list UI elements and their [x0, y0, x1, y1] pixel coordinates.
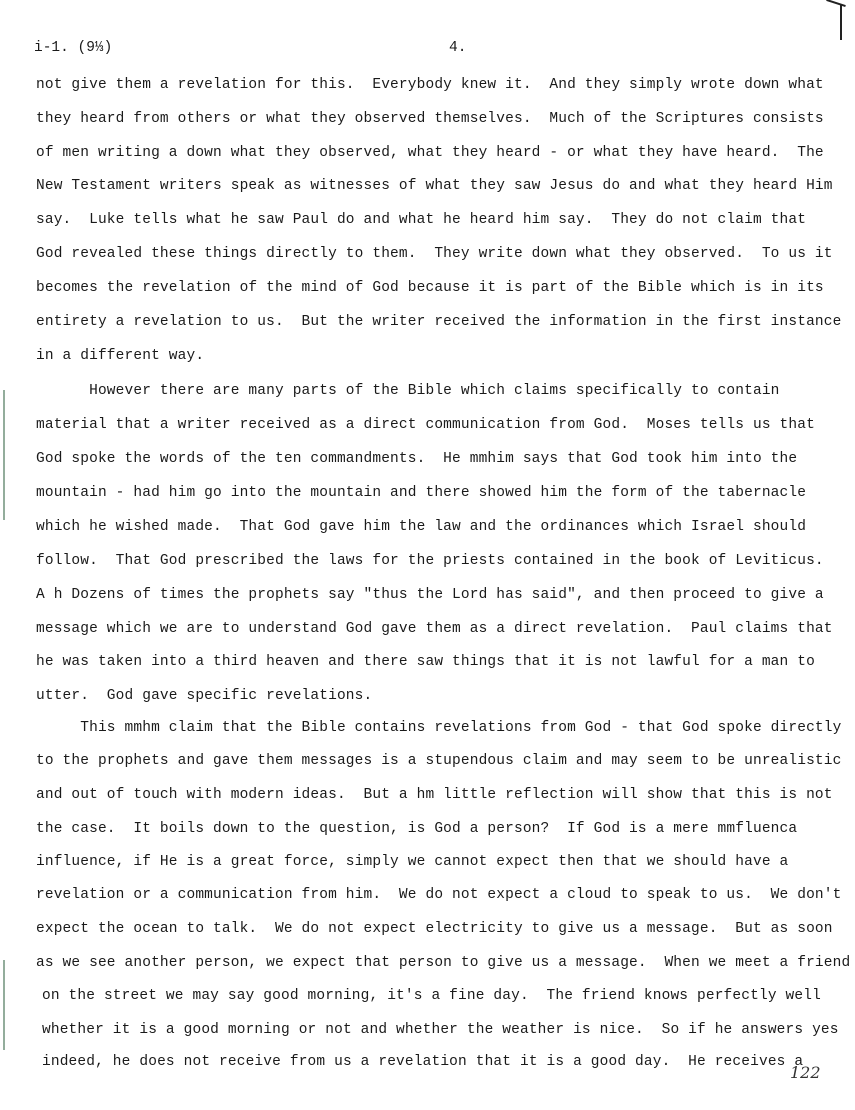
text-line: and out of touch with modern ideas. But a hm little reflection will show that this is not — [36, 787, 833, 803]
text-line: influence, if He is a great force, simply we cannot expect then that we should have a — [36, 854, 789, 870]
text-line: indeed, he does not receive from us a revelation that it is a good day. He receives a — [42, 1054, 804, 1070]
page-number: 4. — [449, 40, 467, 56]
margin-mark — [3, 390, 5, 520]
text-line: New Testament writers speak as witnesses of what they saw Jesus do and what they heard Him — [36, 178, 833, 194]
text-line: becomes the revelation of the mind of God because it is part of the Bible which is in its — [36, 280, 824, 296]
text-line: which he wished made. That God gave him the law and the ordinances which Israel should — [36, 519, 807, 535]
text-line: whether it is a good morning or not and whether the weather is nice. So if he answers yes — [42, 1022, 839, 1038]
text-line: as we see another person, we expect that person to give us a message. When we meet a friend — [36, 955, 851, 971]
text-line: say. Luke tells what he saw Paul do and what he heard him say. They do not claim that — [36, 212, 807, 228]
text-line: God revealed these things directly to them. They write down what they observed. To us it — [36, 246, 833, 262]
text-line: God spoke the words of the ten commandments. He mmhim says that God took him into the — [36, 451, 798, 467]
text-line: he was taken into a third heaven and there saw things that it is not lawful for a man to — [36, 654, 815, 670]
text-line: to the prophets and gave them messages is a stupendous claim and may seem to be unrealistic — [36, 753, 842, 769]
margin-mark — [3, 960, 5, 1050]
text-line: expect the ocean to talk. We do not expect electricity to give us a message. But as soon — [36, 921, 833, 937]
text-line: This mmhm claim that the Bible contains revelations from God - that God spoke directly — [36, 720, 842, 736]
text-line: entirety a revelation to us. But the writer received the information in the first instance — [36, 314, 842, 330]
page-reference: i-1. (9⅓) — [34, 40, 113, 56]
text-line: of men writing a down what they observed, what they heard - or what they have heard. The — [36, 145, 824, 161]
text-line: mountain - had him go into the mountain and there showed him the form of the tabernacle — [36, 485, 807, 501]
text-line: on the street we may say good morning, it's a fine day. The friend knows perfectly well — [42, 988, 821, 1004]
text-line: follow. That God prescribed the laws for the priests contained in the book of Leviticus. — [36, 553, 824, 569]
text-line: However there are many parts of the Bible which claims specifically to contain — [36, 383, 780, 399]
text-line: A h Dozens of times the prophets say "thus the Lord has said", and then proceed to give a — [36, 587, 824, 603]
text-line: utter. God gave specific revelations. — [36, 688, 373, 704]
corner-ink-mark — [840, 4, 842, 40]
corner-ink-mark — [826, 0, 846, 7]
handwritten-note: 122 — [790, 1063, 821, 1082]
text-line: material that a writer received as a direct communication from God. Moses tells us that — [36, 417, 815, 433]
text-line: not give them a revelation for this. Everybody knew it. And they simply wrote down what — [36, 77, 824, 93]
text-line: in a different way. — [36, 348, 205, 364]
text-line: the case. It boils down to the question, is God a person? If God is a mere mmfluenca — [36, 821, 798, 837]
text-line: they heard from others or what they observed themselves. Much of the Scriptures consists — [36, 111, 824, 127]
text-line: message which we are to understand God gave them as a direct revelation. Paul claims that — [36, 621, 833, 637]
text-line: revelation or a communication from him. We do not expect a cloud to speak to us. We don't — [36, 887, 842, 903]
